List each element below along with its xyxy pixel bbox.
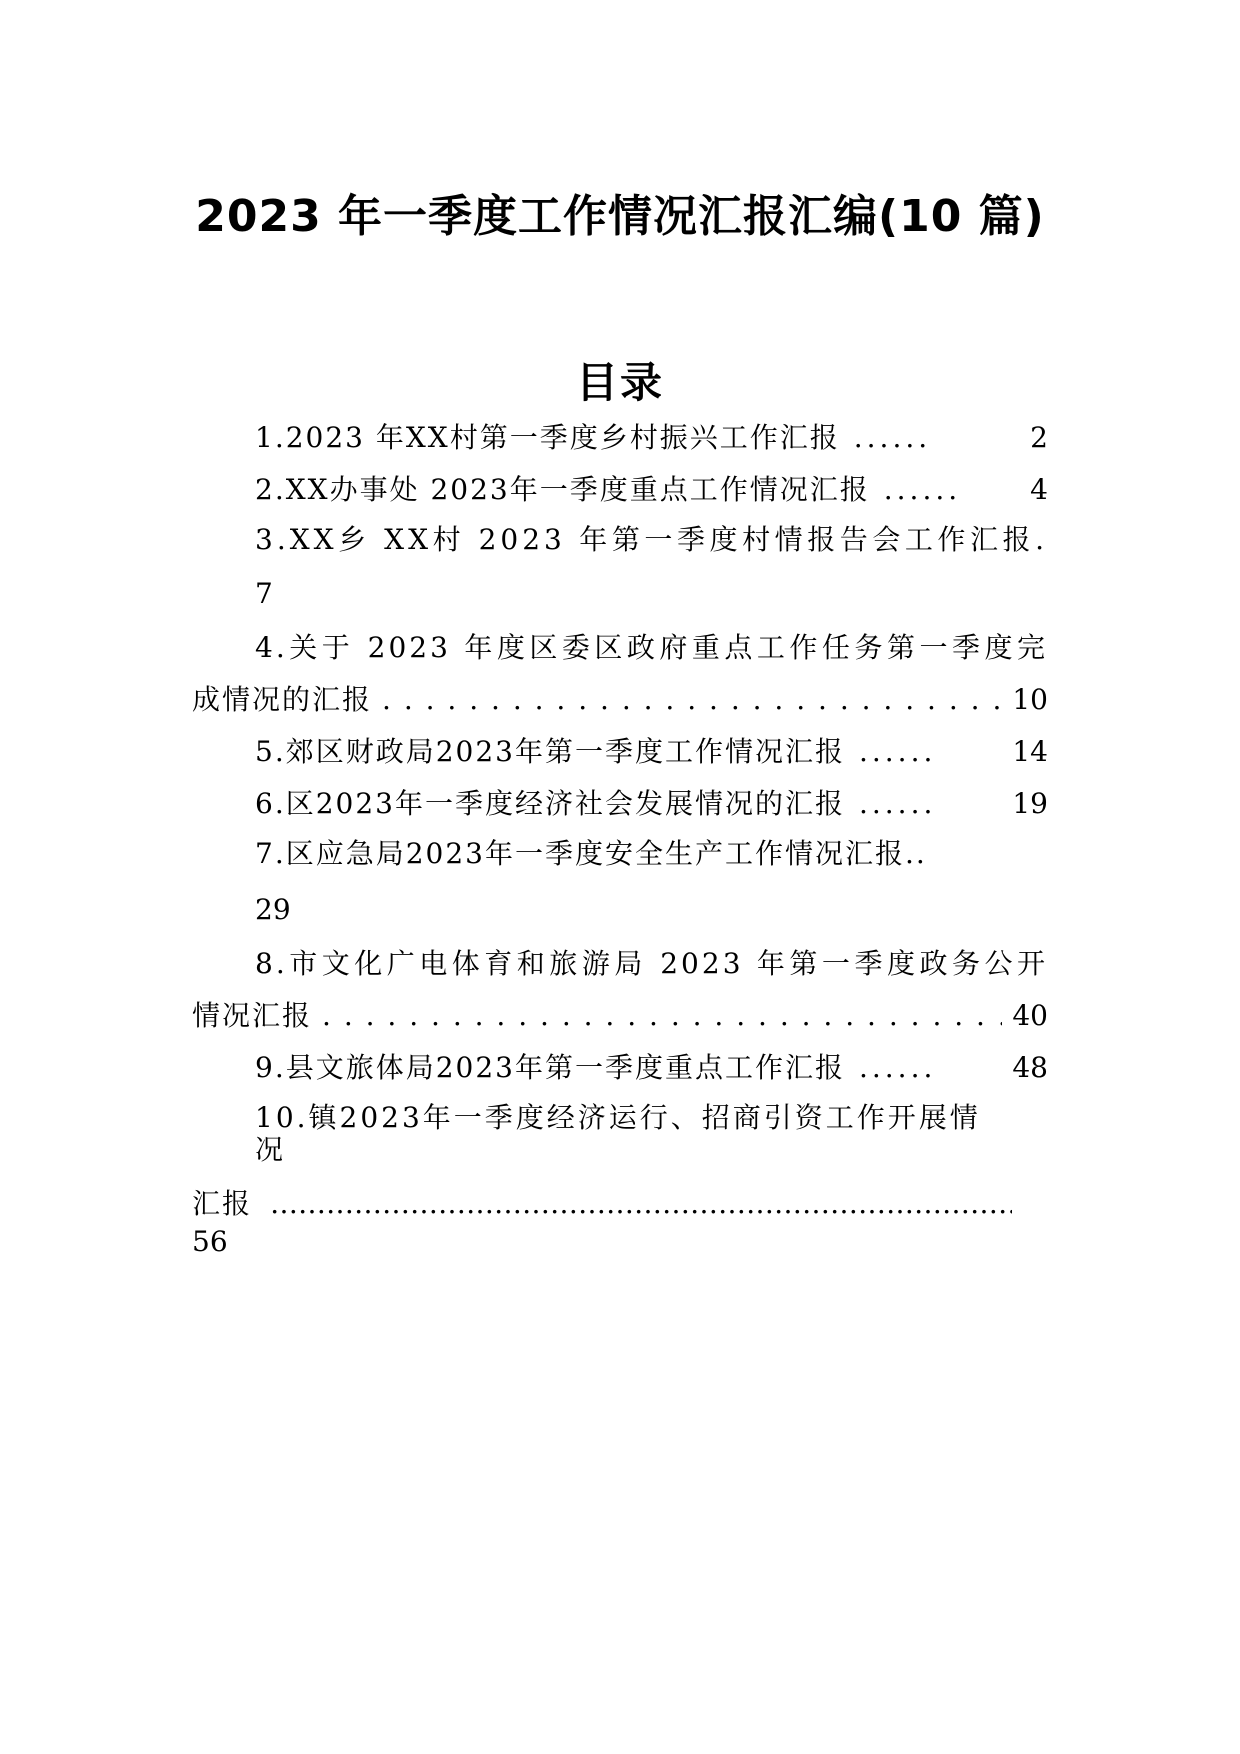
- toc-entry-6-page: 19: [1012, 787, 1048, 820]
- toc-entry-7-title[interactable]: 7.区应急局2023年一季度安全生产工作情况汇报..: [255, 837, 927, 870]
- toc-entry-2[interactable]: [255, 470, 1048, 510]
- toc-entry-8-leader: [322, 996, 1002, 1036]
- toc-heading: 目录: [575, 358, 664, 407]
- toc-entry-10-title-line1[interactable]: 10.镇2023年一季度经济运行、招商引资工作开展情: [255, 1101, 981, 1134]
- toc-entry-5[interactable]: [255, 732, 1048, 772]
- toc-entry-8-page: 40: [1012, 999, 1048, 1032]
- toc-entry-10-page: 56: [192, 1225, 228, 1258]
- toc-entry-10-title-line3: 汇报: [192, 1187, 253, 1220]
- toc-entry-10-title-line2: 况: [255, 1133, 284, 1166]
- toc-entry-6[interactable]: [255, 784, 1048, 824]
- toc-entry-4-leader: [382, 680, 1002, 720]
- toc-entry-1-page: 2: [1030, 421, 1048, 454]
- toc-entry-2-page: 4: [1030, 473, 1048, 506]
- toc-entry-9-leader: ......: [858, 1051, 937, 1084]
- toc-entry-3-title[interactable]: 3.XX乡 XX村 2023 年第一季度村情报告会工作汇报.: [255, 523, 1048, 556]
- toc-entry-9-title: 9.县文旅体局2023年第一季度重点工作汇报: [255, 1051, 845, 1084]
- toc-entry-5-leader: ......: [858, 735, 937, 768]
- toc-entry-8-title-line2: 情况汇报: [192, 999, 313, 1032]
- toc-entry-7-page: 29: [255, 893, 291, 926]
- toc-entry-2-title: 2.XX办事处 2023年一季度重点工作情况汇报: [255, 473, 870, 506]
- toc-entry-1-title: 1.2023 年XX村第一季度乡村振兴工作汇报: [255, 421, 840, 454]
- toc-entry-8[interactable]: [192, 996, 1048, 1036]
- toc-entry-4[interactable]: [192, 680, 1048, 720]
- toc-entry-4-page: 10: [1012, 683, 1048, 716]
- toc-entry-9-page: 48: [1012, 1051, 1048, 1084]
- document-title: 2023 年一季度工作情况汇报汇编(10 篇): [195, 191, 1045, 242]
- toc-entry-6-leader: ......: [858, 787, 937, 820]
- toc-entry-10[interactable]: [192, 1184, 1030, 1224]
- toc-entry-10-leader: [270, 1184, 1012, 1224]
- toc-entry-5-page: 14: [1012, 735, 1048, 768]
- toc-entry-1-leader: ......: [853, 421, 932, 454]
- toc-entry-1[interactable]: [255, 418, 1048, 458]
- toc-entry-2-leader: ......: [883, 473, 962, 506]
- toc-entry-5-title: 5.郊区财政局2023年第一季度工作情况汇报: [255, 735, 845, 768]
- toc-entry-4-title-line1[interactable]: 4.关于 2023 年度区委区政府重点工作任务第一季度完: [255, 631, 1048, 664]
- toc-entry-6-title: 6.区2023年一季度经济社会发展情况的汇报: [255, 787, 845, 820]
- toc-entry-9[interactable]: [255, 1048, 1048, 1088]
- toc-entry-8-title-line1[interactable]: 8.市文化广电体育和旅游局 2023 年第一季度政务公开: [255, 947, 1048, 980]
- toc-entry-3-page: 7: [255, 577, 273, 610]
- toc-entry-4-title-line2: 成情况的汇报: [192, 683, 373, 716]
